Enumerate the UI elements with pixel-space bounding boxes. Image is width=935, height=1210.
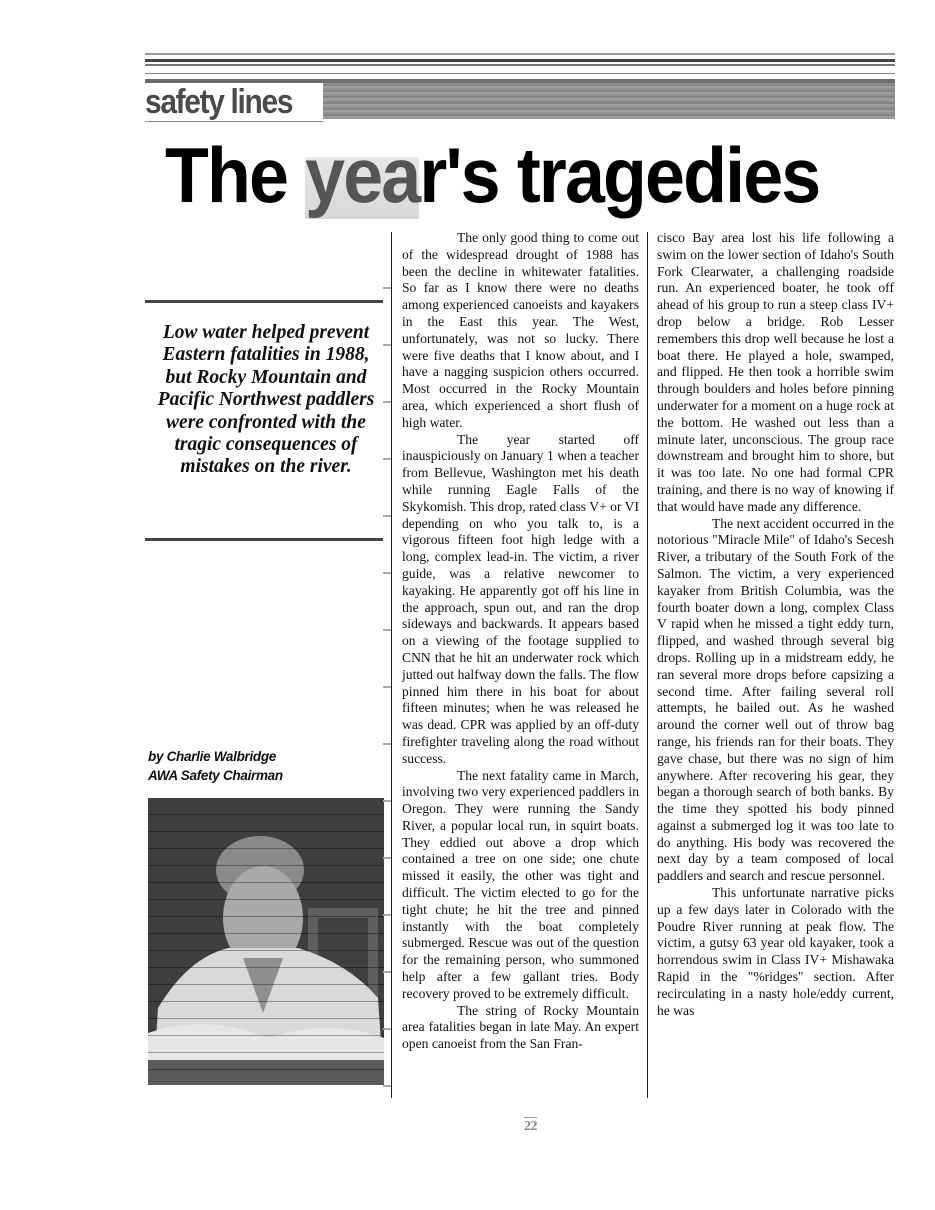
top-rule: [145, 53, 895, 55]
top-rule: [145, 59, 895, 62]
author-photo: [148, 798, 384, 1085]
section-banner: [145, 79, 895, 123]
paragraph: The next fatality came in March, involving two very experienced paddlers in Oregon. They were running the Sandy River, a popular local run, in squirt boats. They eddied out above a drop which contained a tree on one side; one chute missed it easily, the other was tight and difficult. The victim elected to go for the tight chute; he hit the tree and pinned instantly with the boat completely submerged. Rescue was out of the question for the remaining person, who summoned help after a few gallant tries. Body recovery proved to be extremely difficult.: [402, 767, 639, 1001]
headline-part: The: [165, 131, 306, 219]
headline-part: yea: [305, 131, 420, 219]
paragraph: The year started off inauspiciously on January 1 when a teacher from Bellevue, Washington met his death while running Eagle Falls of the Skykomish. This drop, rated class V+ or VI depending on who you talk to, is a vigorous fifteen foot high ledge with a long, complex lead-in. The victim, a river guide, was a relative newcomer to kayaking. He apparently got off his line in the approach, spun out, and ran the drop sideways and backwards. It appears based on a viewing of the footage supplied to CNN that he hit an underwater rock which jutted out halfway down the falls. The flow pinned him there in his boat for about fifteen minutes; when he was released he was dead. CPR was applied by an off-duty firefighter traveling along the road without success.: [402, 431, 639, 766]
paragraph: The string of Rocky Mountain area fatalities began in late May. An expert open canoeist from the San Fran-: [402, 1002, 639, 1052]
column-divider: [391, 232, 392, 1098]
paragraph: This unfortunate narrative picks up a few days later in Colorado with the Poudre River running at peak flow. The victim, a gutsy 63 year old kayaker, took a horrendous swim in Class IV+ Mishawaka Rapid in the "%ridges" section. After recirculating in a nasty hole/eddy current, he was: [657, 885, 894, 1018]
article-column-2: [657, 230, 894, 1019]
page-number: 22: [524, 1119, 537, 1134]
banner-rule: [145, 121, 323, 122]
article-column-1: [402, 230, 639, 1053]
margin-ticks: [383, 232, 391, 1092]
paragraph: The only good thing to come out of the widespread drought of 1988 has been the decline in whitewater fatalities. So far as I know there were no deaths among experienced canoeists and kayakers in the East this year. The West, unfortunately, was not so lucky. There were five deaths that I know about, and I have a nagging suspicion others occurred. Most occurred in the Rocky Mountain area, which experienced a short flush of high water.: [402, 230, 639, 430]
pull-quote: Low water helped prevent Eastern fatalities in 1988, but Rocky Mountain and Pacific Northwest paddlers were confronted with the tragic consequences of mistakes on the river.: [157, 322, 375, 478]
byline-author: by Charlie Walbridge: [148, 749, 277, 764]
section-label: safety lines: [145, 83, 302, 121]
banner-halftone: [323, 83, 895, 119]
paragraph: The next accident occurred in the notorious "Miracle Mile" of Idaho's Secesh River, a tributary of the South Fork of the Salmon. The victim, a very experienced kayaker from British Columbia, was the fourth boater down a long, complex Class V rapid when he missed a tight eddy turn, flipped, and washed through several big drops. Rolling up in a midstream eddy, he ran several more drops before capsizing a second time. After failing several roll attempts, he bailed out. As he washed around the corner well out of throw bag range, his friends ran for their boats. They gave chase, but there was no sign of him anywhere. After recovering his gear, they began a thorough search of both banks. By the time they spotted his body pinned against a submerged log it was too late to do anything. His body was recovered the next day by a team composed of local paddlers and search and rescue personnel.: [657, 515, 894, 884]
scan-lines: [148, 798, 384, 1085]
top-rule: [145, 64, 895, 66]
headline-part: r's tragedies: [419, 131, 820, 219]
pullquote-rule: [145, 538, 383, 541]
byline: [148, 748, 283, 785]
paragraph: cisco Bay area lost his life following a swim on the lower section of Idaho's South Fork Clearwater, a challenging roadside run. An experienced boater, he took off ahead of his group to run a steep class IV+ drop below a bridge. Rob Lesser remembers this drop well because he lost a boat there. He played a hole, swamped, and flipped. He then took a horrible swim through boulders and holes before pinning underwater for a moment on a huge rock at the bottom. He washed out less than a minute later, unconscious. The group race downstream and brought him to shore, but it was too late. No one had formal CPR training, and there is no way of knowing if that would have made any difference.: [657, 230, 894, 514]
column-divider: [647, 232, 648, 1098]
byline-title: AWA Safety Chairman: [148, 767, 283, 783]
pullquote-rule: [145, 300, 383, 303]
top-rule: [145, 73, 895, 74]
article-headline: [165, 133, 827, 217]
